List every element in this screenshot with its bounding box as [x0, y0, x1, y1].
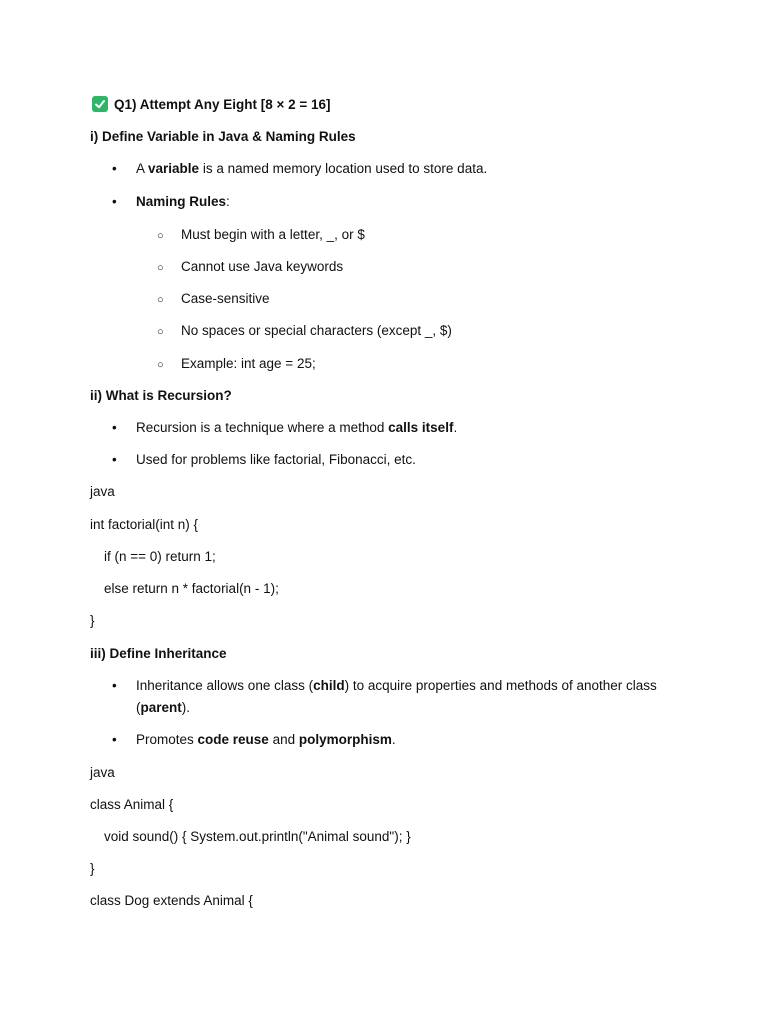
sub-list-item: ○ Must begin with a letter, _, or $ — [157, 226, 365, 245]
question-title-text: Q1) Attempt Any Eight [8 × 2 = 16] — [114, 97, 331, 112]
code-language-label: java — [90, 765, 115, 780]
code-line: else return n * factorial(n - 1); — [104, 581, 279, 596]
bullet-icon: • — [112, 678, 117, 693]
bullet-icon: • — [112, 194, 117, 209]
circle-bullet-icon: ○ — [157, 326, 164, 338]
code-line: int factorial(int n) { — [90, 517, 199, 532]
code-line: void sound() { System.out.println("Animal sound"); } — [104, 829, 411, 844]
code-line: } — [90, 861, 95, 876]
check-mark-icon — [92, 96, 108, 112]
bullet-item: • A variable is a named memory location used to store data. — [112, 158, 692, 180]
code-line: } — [90, 613, 95, 628]
circle-bullet-icon: ○ — [157, 262, 164, 274]
bullet-item: • Used for problems like factorial, Fibonacci, etc. — [112, 449, 692, 471]
sub-list-item: ○ Cannot use Java keywords — [157, 258, 343, 277]
circle-bullet-icon: ○ — [157, 359, 164, 371]
sub-list-item: ○ Case-sensitive — [157, 290, 270, 309]
sub-list-item: ○ No spaces or special characters (except _, $) — [157, 322, 452, 341]
question-title — [92, 96, 331, 114]
code-language-label: java — [90, 484, 115, 499]
bullet-item: • Promotes code reuse and polymorphism. — [112, 729, 692, 751]
code-line: class Dog extends Animal { — [90, 893, 253, 908]
bullet-item: • Naming Rules: — [112, 191, 692, 213]
bullet-icon: • — [112, 161, 117, 176]
sub-list-item: ○ Example: int age = 25; — [157, 355, 316, 374]
bullet-icon: • — [112, 420, 117, 435]
code-line: class Animal { — [90, 797, 174, 812]
bullet-icon: • — [112, 732, 117, 747]
section-heading-variable: i) Define Variable in Java & Naming Rules — [90, 129, 356, 144]
circle-bullet-icon: ○ — [157, 294, 164, 306]
bullet-icon: • — [112, 452, 117, 467]
circle-bullet-icon: ○ — [157, 230, 164, 242]
section-heading-recursion: ii) What is Recursion? — [90, 388, 232, 403]
bullet-item: • Recursion is a technique where a method calls itself. — [112, 417, 692, 439]
bullet-item: • Inheritance allows one class (child) to acquire properties and methods of another class (parent). — [112, 675, 692, 719]
section-heading-inheritance: iii) Define Inheritance — [90, 646, 227, 661]
code-line: if (n == 0) return 1; — [104, 549, 216, 564]
